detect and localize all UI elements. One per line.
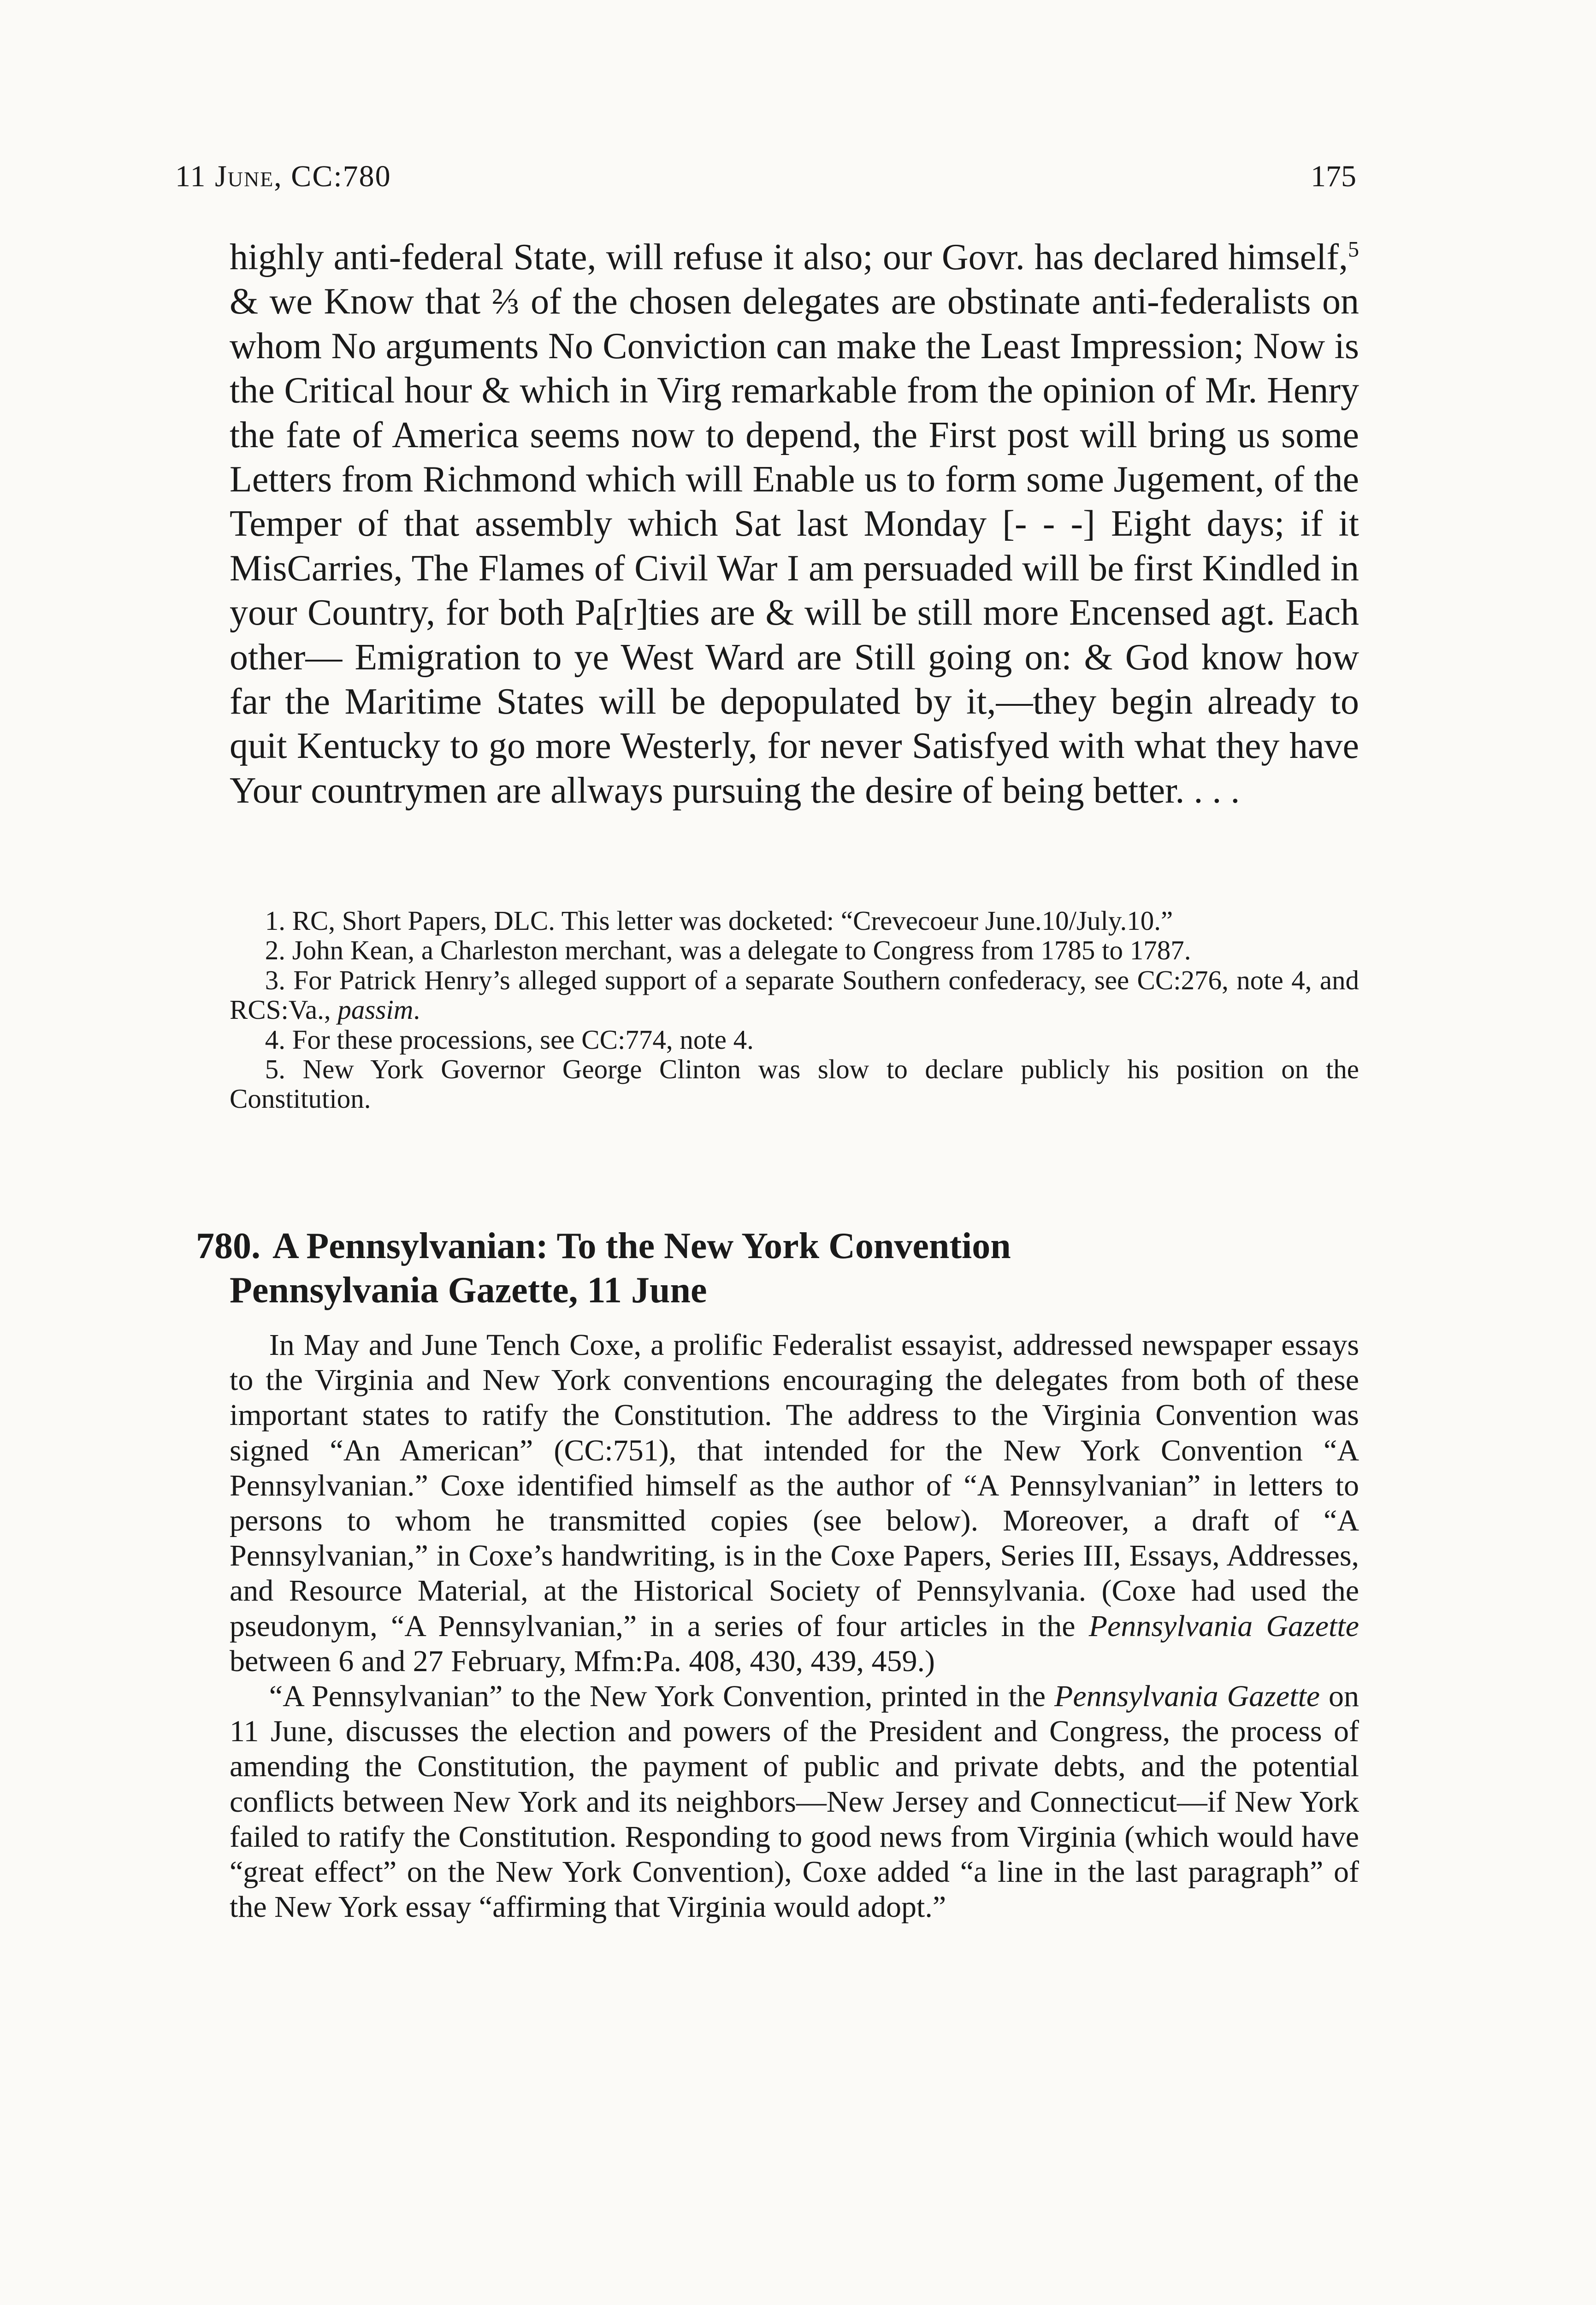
letter-text-start: highly anti-federal State, will refuse it also; our Govr. has declared himself, xyxy=(230,237,1348,278)
letter-text xyxy=(230,235,1359,813)
date-day: 11 xyxy=(175,160,215,193)
intro-paragraph-1 xyxy=(230,1328,1359,1679)
date-month: June xyxy=(215,160,274,193)
letter-text-rest: & we Know that ⅔ of the chosen delegates are obstinate anti-federalists on whom No arguments No Conviction can make the Least Impression; Now is the Critical hour & which in Virg remarkable from the opinion of Mr. Henry the fate of America seems now to depend, the First post will bring us some Letters from Richmond which will Enable us to form some Jugement, of the Temper of that assembly which Sat last Monday [- - -] Eight days; if it MisCarries, The Flames of Civil War I am persuaded will be first Kindled in your Country, for both Pa[r]ties are & will be still more Encensed agt. Each other— Emigration to ye West Ward are Still going on: & God know how far the Maritime States will be depopulated by it,—they begin already to quit Kentucky to go more Westerly, for never Satisfyed with what they have Your countrymen are allways pursuing the desire of being better. . . . xyxy=(230,281,1359,811)
doc-ref: , CC:780 xyxy=(274,160,391,193)
article-source: Pennsylvania Gazette, 11 June xyxy=(230,1270,707,1311)
endnote-2: 2. John Kean, a Charleston merchant, was a delegate to Congress from 1785 to 1787. xyxy=(265,935,1191,966)
running-head-date xyxy=(175,159,391,194)
endnote-4: 4. For these processions, see CC:774, note 4. xyxy=(265,1024,754,1055)
note-ref-5: 5 xyxy=(1348,237,1359,262)
intro-p1-end: between 6 and 27 February, Mfm:Pa. 408, 430, 439, 459.) xyxy=(230,1644,935,1678)
letter-paragraph xyxy=(230,235,1359,813)
article-title: A Pennsylvanian: To the New York Convention xyxy=(272,1226,1011,1266)
intro-p2-text: “A Pennsylvanian” to the New York Convention, printed in the xyxy=(269,1679,1055,1714)
endnote-5: 5. New York Governor George Clinton was slow to declare publicly his position on the Constitution. xyxy=(230,1054,1359,1114)
article-heading xyxy=(196,1224,1395,1312)
article-title-line xyxy=(196,1224,1395,1268)
editorial-intro xyxy=(230,1328,1359,1925)
page-number: 175 xyxy=(1311,160,1356,193)
intro-p1-text: In May and June Tench Coxe, a prolific Federalist essayist, addressed newspaper essays to the Virginia and New York conventions encouraging the delegates from both of these important states to ratify the Constitution. The address to the Virginia Convention was signed “An American” (CC:751), that intended for the New York Convention “A Pennsylvanian.” Coxe identified himself as the author of “A Pennsylvanian” in letters to persons to whom he transmitted copies (see below). Moreover, a draft of “A Pennsylvanian,” in Coxe’s handwriting, is in the Coxe Papers, Series III, Essays, Addresses, and Resource Material, at the Historical Society of Pennsylvania. (Coxe had used the pseudonym, “A Pennsylvanian,” in a series of four articles in the xyxy=(230,1328,1359,1643)
running-head xyxy=(175,159,1356,201)
article-number: 780. xyxy=(196,1226,260,1266)
endnote-3-italic: passim xyxy=(337,994,414,1025)
intro-paragraph-2 xyxy=(230,1679,1359,1925)
intro-p1-italic: Pennsylvania Gazette xyxy=(1088,1609,1360,1643)
endnote-1: 1. RC, Short Papers, DLC. This letter was docketed: “Crevecoeur June.10/July.10.” xyxy=(265,905,1173,936)
endnote-3 xyxy=(230,965,1359,1025)
endnote-3-text: 3. For Patrick Henry’s alleged support of a separate Southern confederacy, see CC:276, note 4, and RCS:Va., xyxy=(230,964,1359,1025)
endnote-3-end: . xyxy=(413,994,420,1025)
intro-p2-italic: Pennsylvania Gazette xyxy=(1054,1679,1320,1714)
endnotes xyxy=(230,906,1359,1114)
intro-p2-end: on 11 June, discusses the election and powers of the President and Congress, the process of amending the Constitution, the payment of public and private debts, and the potential conflicts between New York and its neighbors—New Jersey and Connecticut—if New York failed to ratify the Constitution. Responding to good news from Virginia (which would have “great effect” on the New York Convention), Coxe added “a line in the last paragraph” of the New York essay “affirming that Virginia would adopt.” xyxy=(230,1679,1360,1924)
